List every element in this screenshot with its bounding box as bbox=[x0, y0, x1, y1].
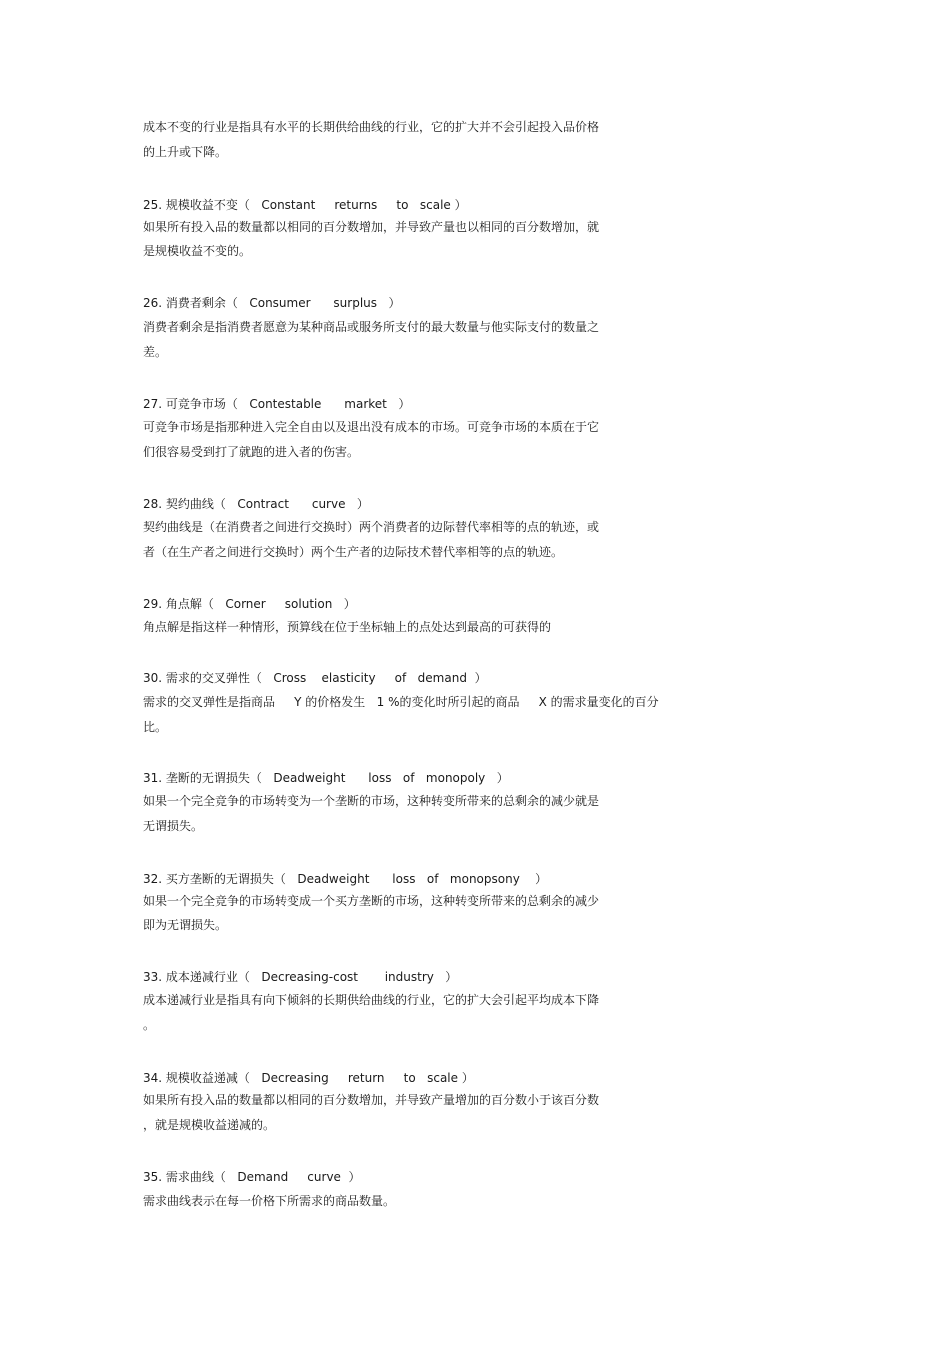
entry-31-heading: 31. 垄断的无谓损失（ Deadweight loss of monopoly ） bbox=[143, 771, 509, 785]
entry-34-line-2: ，就是规模收益递减的。 bbox=[143, 1118, 276, 1132]
entry-31-line-2: 无谓损失。 bbox=[143, 819, 204, 833]
intro-line-2: 的上升或下降。 bbox=[143, 145, 228, 159]
entry-26-line-1: 消费者剩余是指消费者愿意为某种商品或服务所支付的最大数量与他实际支付的数量之 bbox=[143, 320, 600, 334]
entry-25-heading: 25. 规模收益不变（ Constant returns to scale ） bbox=[143, 198, 467, 212]
entry-31-line-1: 如果一个完全竞争的市场转变为一个垄断的市场，这种转变所带来的总剩余的减少就是 bbox=[143, 794, 600, 808]
entry-25-line-2: 是规模收益不变的。 bbox=[143, 244, 252, 258]
entry-27-line-2: 们很容易受到打了就跑的进入者的伤害。 bbox=[143, 445, 360, 459]
entry-34-line-1: 如果所有投入品的数量都以相同的百分数增加，并导致产量增加的百分数小于该百分数 bbox=[143, 1093, 600, 1107]
entry-26-heading: 26. 消费者剩余（ Consumer surplus ） bbox=[143, 296, 401, 310]
entry-28-line-2: 者（在生产者之间进行交换时）两个生产者的边际技术替代率相等的点的轨迹。 bbox=[143, 545, 564, 559]
entry-33-line-1: 成本递减行业是指具有向下倾斜的长期供给曲线的行业，它的扩大会引起平均成本下降 bbox=[143, 993, 600, 1007]
entry-29-line-1: 角点解是指这样一种情形，预算线在位于坐标轴上的点处达到最高的可获得的 bbox=[143, 620, 552, 634]
entry-28-line-1: 契约曲线是（在消费者之间进行交换时）两个消费者的边际替代率相等的点的轨迹，或 bbox=[143, 520, 600, 534]
entry-34-heading: 34. 规模收益递减（ Decreasing return to scale ） bbox=[143, 1071, 474, 1085]
entry-33-heading: 33. 成本递减行业（ Decreasing-cost industry ） bbox=[143, 970, 458, 984]
entry-27-heading: 27. 可竞争市场（ Contestable market ） bbox=[143, 397, 411, 411]
entry-33-line-2: 。 bbox=[143, 1018, 156, 1032]
intro-line-1: 成本不变的行业是指具有水平的长期供给曲线的行业，它的扩大并不会引起投入品价格 bbox=[143, 120, 600, 134]
entry-25-line-1: 如果所有投入品的数量都以相同的百分数增加，并导致产量也以相同的百分数增加，就 bbox=[143, 220, 600, 234]
entry-28-heading: 28. 契约曲线（ Contract curve ） bbox=[143, 497, 369, 511]
entry-32-heading: 32. 买方垄断的无谓损失（ Deadweight loss of monopsony ） bbox=[143, 872, 548, 886]
entry-30-line-1: 需求的交叉弹性是指商品 Y 的价格发生 1 %的变化时所引起的商品 X 的需求量变化的百分 bbox=[143, 695, 659, 709]
entry-29-heading: 29. 角点解（ Corner solution ） bbox=[143, 597, 356, 611]
entry-30-line-2: 比。 bbox=[143, 720, 168, 734]
entry-35-line-1: 需求曲线表示在每一价格下所需求的商品数量。 bbox=[143, 1194, 396, 1208]
entry-35-heading: 35. 需求曲线（ Demand curve ） bbox=[143, 1170, 361, 1184]
entry-32-line-1: 如果一个完全竞争的市场转变成一个买方垄断的市场，这种转变所带来的总剩余的减少 bbox=[143, 894, 600, 908]
entry-26-line-2: 差。 bbox=[143, 345, 168, 359]
entry-30-heading: 30. 需求的交叉弹性（ Cross elasticity of demand ） bbox=[143, 671, 487, 685]
entry-27-line-1: 可竞争市场是指那种进入完全自由以及退出没有成本的市场。可竞争市场的本质在于它 bbox=[143, 420, 600, 434]
entry-32-line-2: 即为无谓损失。 bbox=[143, 918, 228, 932]
